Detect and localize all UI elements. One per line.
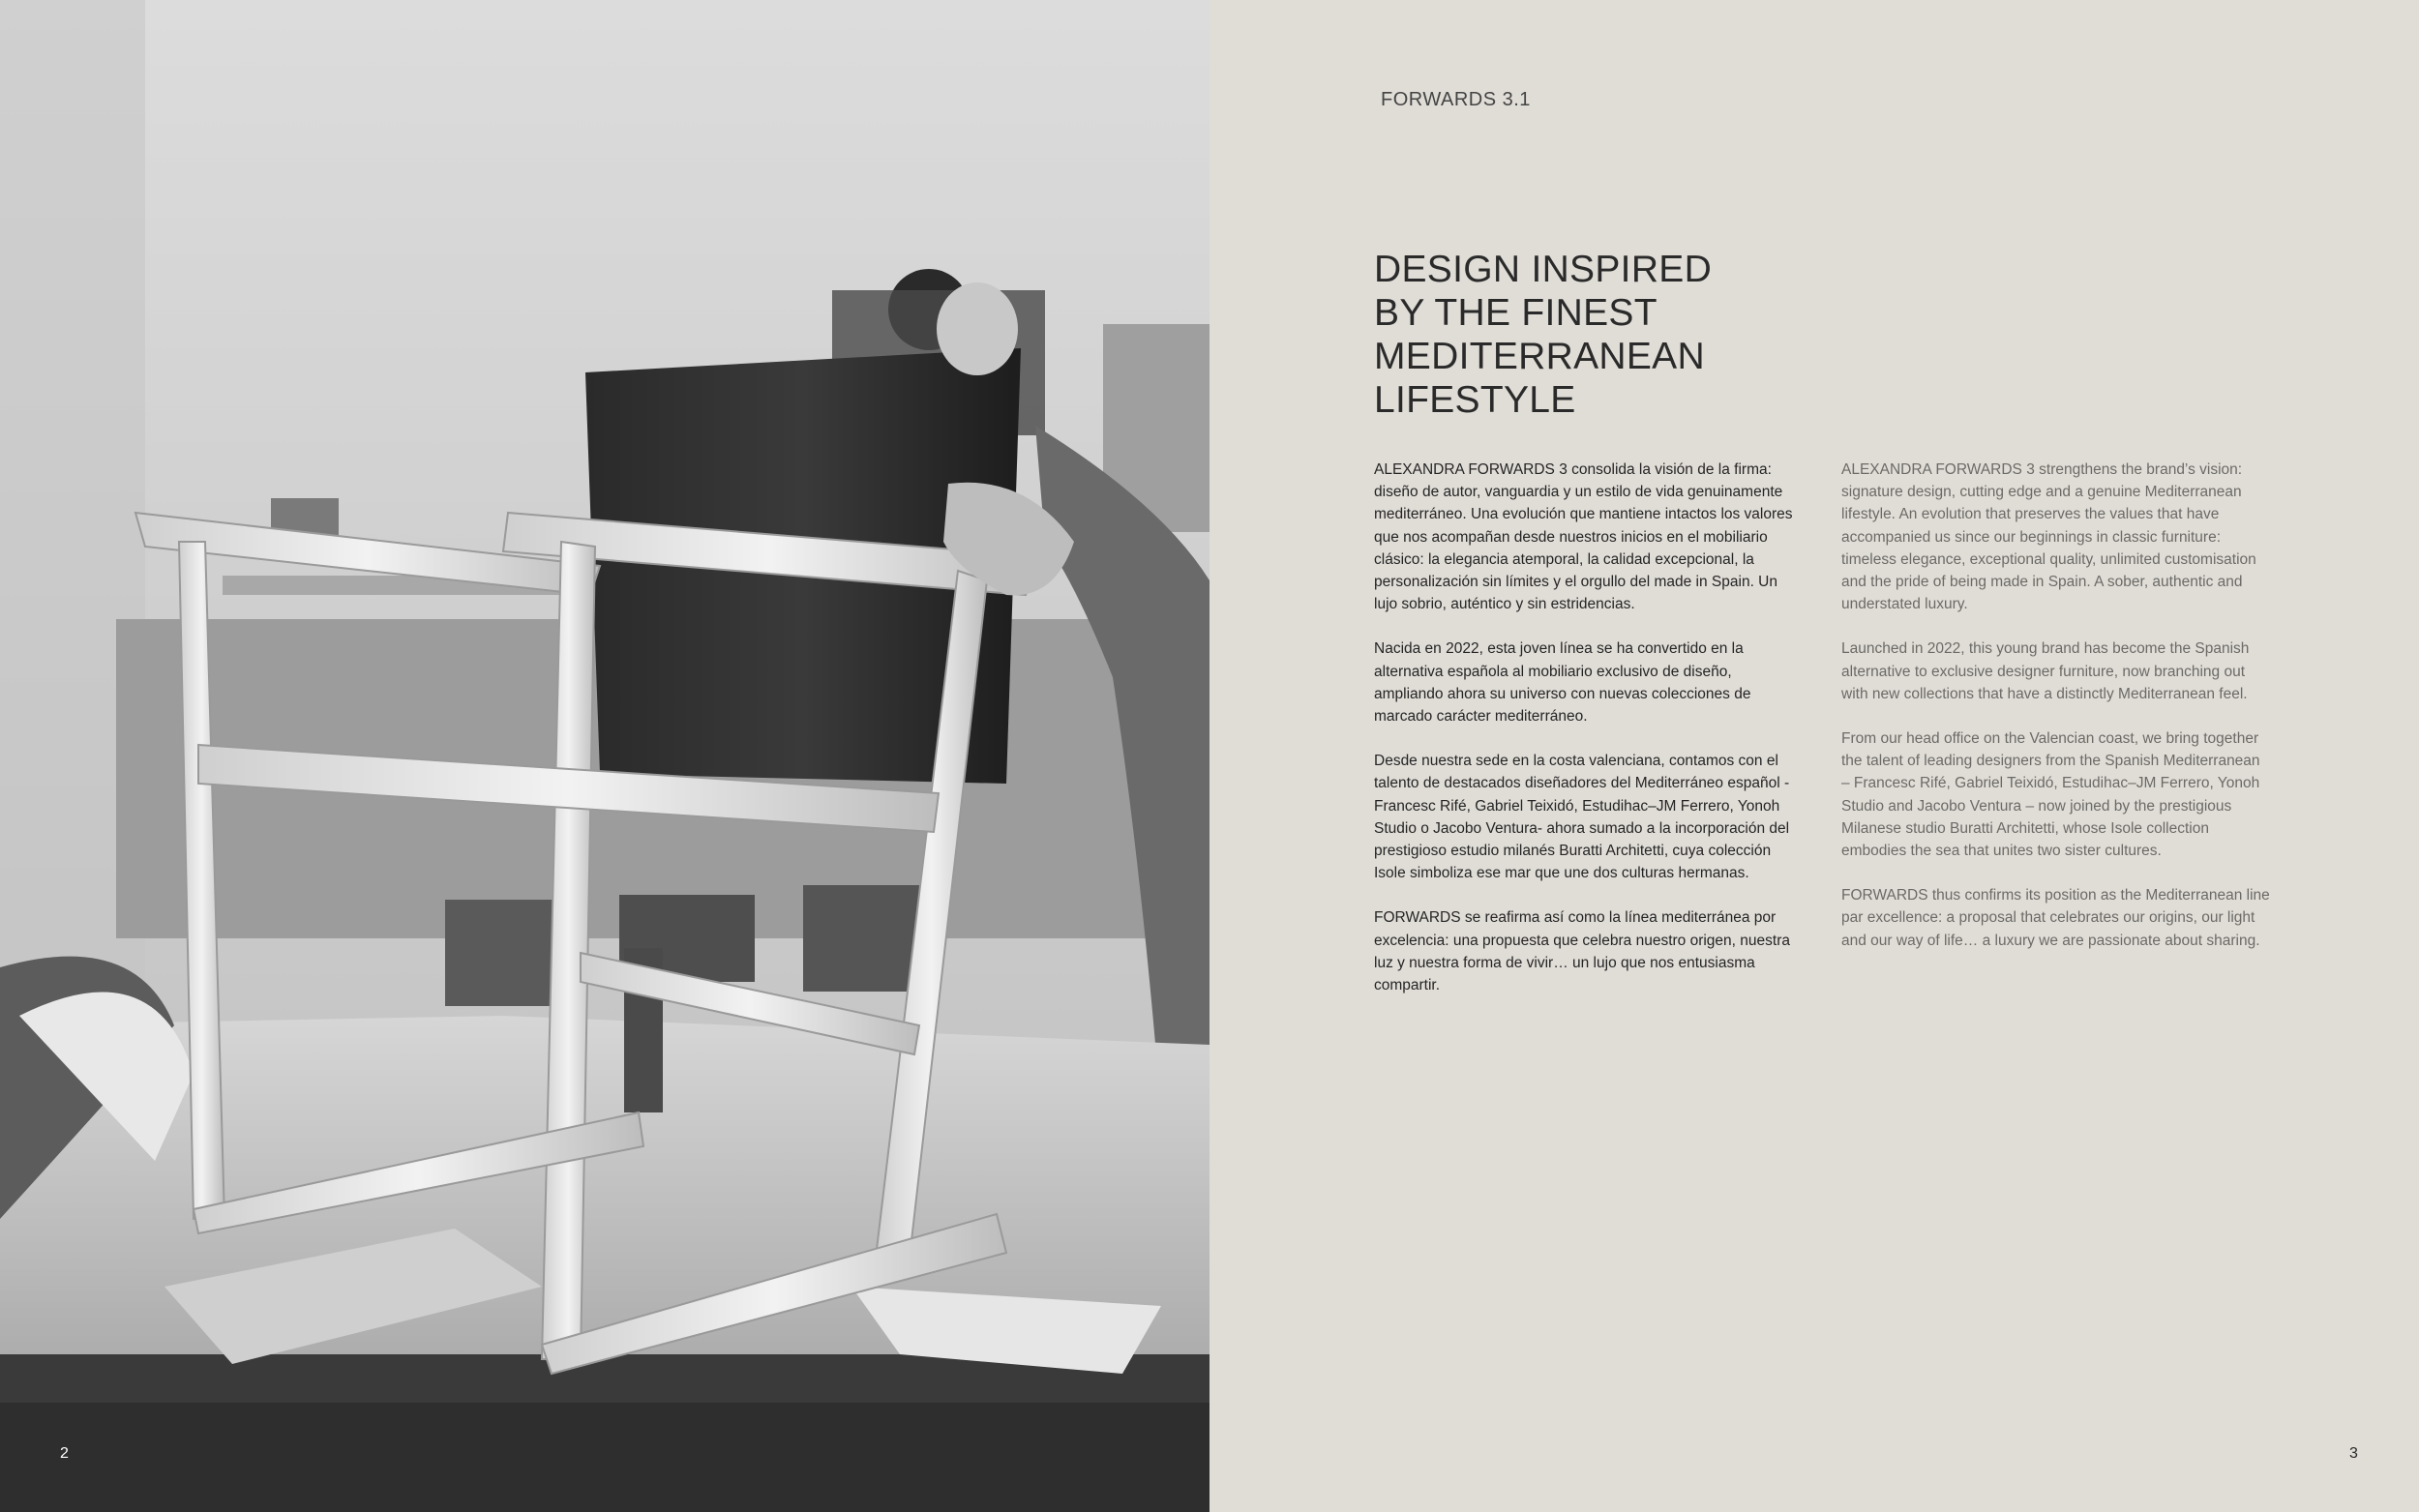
spanish-text-column <box>1374 459 1805 1019</box>
paragraph: ALEXANDRA FORWARDS 3 consolida la visión de la firma: diseño de autor, vanguardia y un estilo de vida genuinamente mediterráneo. Una evolución que mantiene intactos los valores que nos acompañan desde nuestros inicios en el mobiliario clásico: la elegancia atemporal, la calidad excepcional, la personalización sin límites y el orgullo del made in Spain. Un lujo sobrio, auténtico y sin estridencias. <box>1374 461 1793 613</box>
paragraph: Desde nuestra sede en la costa valenciana, contamos con el talento de destacados diseñadores del Mediterráneo español -Francesc Rifé, Gabriel Teixidó, Estudihac–JM Ferrero, Yonoh Studio o Jacobo Ventura- ahora sumado a la incorporación del prestigioso estudio milanés Buratti Architetti, cuya colección Isole simboliza ese mar que une dos culturas hermanas. <box>1374 753 1790 882</box>
paragraph: FORWARDS se reafirma así como la línea mediterránea por excelencia: una propuesta que celebra nuestro origen, nuestra luz y nuestra forma de vivir… un lujo que nos entusiasma compartir. <box>1374 909 1790 994</box>
page-number-right: 3 <box>2349 1445 2358 1462</box>
paragraph: FORWARDS thus confirms its position as the Mediterranean line par excellence: a proposal that celebrates our origins, our light and our way of life… a luxury we are passionate about sharing. <box>1841 887 2270 949</box>
headline-line: MEDITERRANEAN <box>1374 336 1705 377</box>
english-text-column <box>1841 459 2272 974</box>
headline-line: LIFESTYLE <box>1374 379 1576 421</box>
paragraph: From our head office on the Valencian coast, we bring together the talent of leading designers from the Spanish Mediterranean – Francesc Rifé, Gabriel Teixidó, Estudihac–JM Ferrero, Yonoh Studio and Jacobo Ventura – now joined by the prestigious Milanese studio Buratti Architetti, whose Isole collection embodies the sea that unites two sister cultures. <box>1841 730 2260 860</box>
headline <box>1374 248 1780 422</box>
paragraph: ALEXANDRA FORWARDS 3 strengthens the brand’s vision: signature design, cutting edge and a genuine Mediterranean lifestyle. An evolution that preserves the values that have accompanied us since our beginnings in classic furniture: timeless elegance, exceptional quality, unlimited customisation and the pride of being made in Spain. A sober, authentic and understated luxury. <box>1841 461 2256 613</box>
section-label: FORWARDS 3.1 <box>1381 89 1531 110</box>
right-page <box>1210 0 2419 1512</box>
paragraph: Nacida en 2022, esta joven línea se ha convertido en la alternativa española al mobiliario exclusivo de diseño, ampliando ahora su universo con nuevas colecciones de marcado carácter mediterráneo. <box>1374 640 1751 726</box>
paragraph: Launched in 2022, this young brand has become the Spanish alternative to exclusive designer furniture, now branching out with new collections that have a distinctly Mediterranean feel. <box>1841 640 2250 702</box>
headline-line: BY THE FINEST <box>1374 292 1657 334</box>
headline-line: DESIGN INSPIRED <box>1374 249 1713 290</box>
page-number-left: 2 <box>60 1445 70 1462</box>
